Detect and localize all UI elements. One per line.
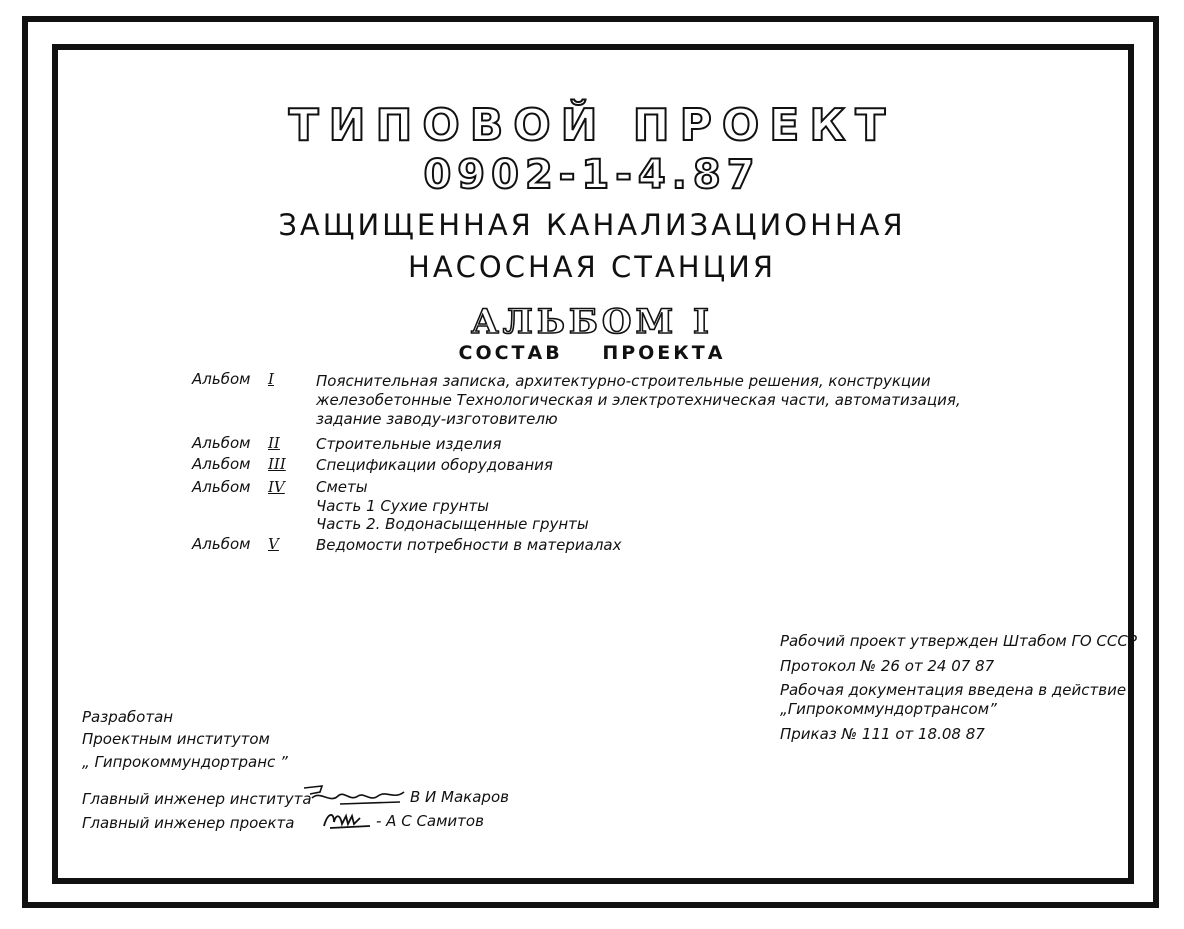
subtitle-line2: НАСОСНАЯ СТАНЦИЯ (408, 250, 776, 284)
album-number: I (268, 370, 274, 388)
approval-line: Приказ № 111 от 18.08 87 (780, 725, 985, 743)
album-label: Альбом (192, 535, 251, 553)
chief-project-name: - А С Самитов (376, 812, 484, 830)
chief-project-label: Главный инженер проекта (82, 814, 295, 832)
album-label: Альбом (192, 478, 251, 496)
album-number: II (268, 434, 280, 452)
album-desc-line: Спецификации оборудования (316, 456, 553, 474)
approval-line: Рабочая документация введена в действие (780, 681, 1127, 699)
album-desc-line: Часть 2. Водонасыщенные грунты (316, 515, 589, 533)
album-desc-line: Часть 1 Сухие грунты (316, 497, 490, 515)
approval-line: „Гипрокоммундортрансом” (780, 700, 997, 718)
album-number: V (268, 535, 279, 553)
album-title: АЛЬБОМ I (471, 302, 713, 342)
subtitle-line1: ЗАЩИЩЕННАЯ КАНАЛИЗАЦИОННАЯ (278, 208, 906, 242)
album-number: III (268, 455, 286, 473)
album-desc-line: железобетонные Технологическая и электротехническая части, автоматизация, (316, 391, 961, 409)
composition-heading: СОСТАВ ПРОЕКТА (458, 342, 726, 364)
album-desc-line: Ведомости потребности в материалах (316, 536, 622, 554)
approval-line: Протокол № 26 от 24 07 87 (780, 657, 995, 675)
album-desc-line: задание заводу-изготовителю (316, 410, 558, 428)
developer-line: Проектным институтом (82, 730, 270, 748)
album-label: Альбом (192, 370, 251, 388)
signature-samitov (320, 806, 380, 832)
approval-line: Рабочий проект утвержден Штабом ГО СССР (780, 632, 1137, 650)
album-desc-line: Пояснительная записка, архитектурно-строительные решения, конструкции (316, 372, 931, 390)
document-title: ТИПОВОЙ ПРОЕКТ (288, 100, 896, 151)
developer-line: „ Гипрокоммундортранс ” (82, 753, 288, 771)
album-desc-line: Сметы (316, 478, 368, 496)
album-desc-line: Строительные изделия (316, 435, 502, 453)
chief-institute-label: Главный инженер института (82, 790, 312, 808)
album-number: IV (268, 478, 285, 496)
project-code: 0902-1-4.87 (423, 152, 761, 198)
album-label: Альбом (192, 434, 251, 452)
chief-institute-name: В И Макаров (410, 788, 509, 806)
developer-line: Разработан (82, 708, 174, 726)
album-label: Альбом (192, 455, 251, 473)
